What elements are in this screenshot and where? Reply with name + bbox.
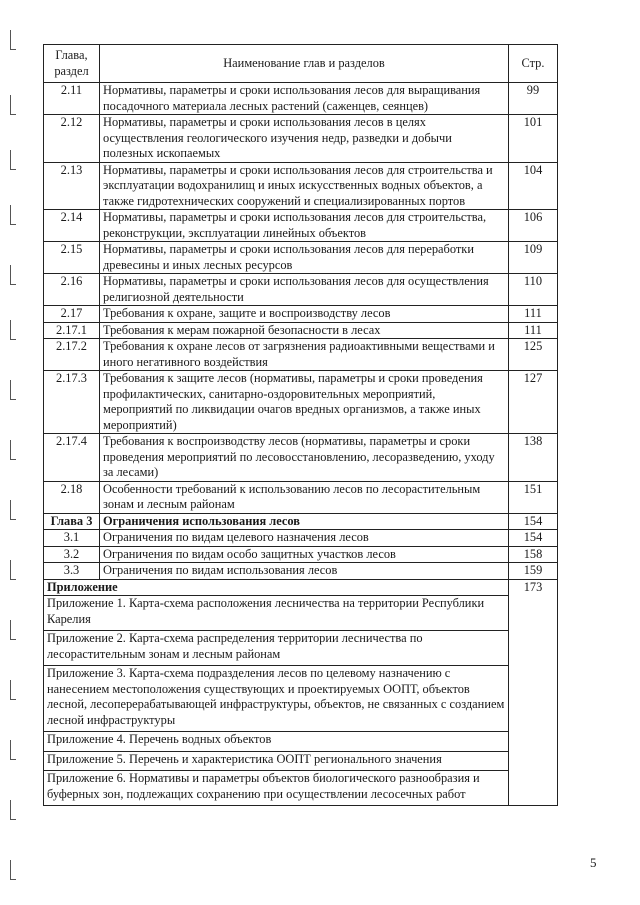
toc-row-number: 2.17.1 <box>44 322 100 339</box>
binding-tick <box>10 30 14 50</box>
binding-tick <box>10 150 14 170</box>
toc-row-page: 106 <box>509 210 558 242</box>
toc-row <box>44 242 558 274</box>
toc-row-number: 2.14 <box>44 210 100 242</box>
toc-row <box>44 546 558 563</box>
toc-row-number: 2.18 <box>44 481 100 513</box>
toc-row <box>44 115 558 163</box>
toc-row-title: Нормативы, параметры и сроки использования лесов в целях осуществления геологического изучения недр, разведки и добычи полезных ископаемых <box>100 115 509 163</box>
toc-row-page: 110 <box>509 274 558 306</box>
appendix-page: 173 <box>509 579 558 806</box>
binding-tick <box>10 740 14 760</box>
toc-row-title: Нормативы, параметры и сроки использования лесов для строительства, реконструкции, эксплуатации линейных объектов <box>100 210 509 242</box>
toc-row-page: 101 <box>509 115 558 163</box>
toc-row-page: 104 <box>509 162 558 210</box>
toc-row-title: Особенности требований к использованию лесов по лесорастительным зонам и лесным районам <box>100 481 509 513</box>
toc-row <box>44 274 558 306</box>
header-row <box>44 45 558 83</box>
appendix-item: Приложение 2. Карта-схема распределения территории лесничества по лесорастительным зонам и лесным районам <box>44 631 509 666</box>
binding-tick <box>10 680 14 700</box>
toc-row <box>44 322 558 339</box>
toc-row-page: 125 <box>509 339 558 371</box>
toc-row <box>44 339 558 371</box>
toc-row-number: 3.1 <box>44 530 100 547</box>
toc-row-page: 99 <box>509 83 558 115</box>
toc-row-title: Нормативы, параметры и сроки использования лесов для строительства и эксплуатации водохранилищ и иных искусственных водных объектов, а также гидротехнических сооружений и специализированных портов <box>100 162 509 210</box>
appendix-row <box>44 596 558 631</box>
toc-row-title: Ограничения по видам использования лесов <box>100 563 509 580</box>
toc-row-page: 154 <box>509 513 558 530</box>
toc-row-number: 2.12 <box>44 115 100 163</box>
toc-row-page: 111 <box>509 322 558 339</box>
toc-row-number: 2.17.2 <box>44 339 100 371</box>
appendix-row <box>44 666 558 732</box>
header-chapter: Глава, раздел <box>44 45 100 83</box>
binding-tick <box>10 860 14 880</box>
toc-row-page: 138 <box>509 434 558 482</box>
toc-row-number: 2.13 <box>44 162 100 210</box>
toc-row <box>44 162 558 210</box>
toc-row-title: Требования к охране лесов от загрязнения радиоактивными веществами и иного негативного воздействия <box>100 339 509 371</box>
toc-row-number: 2.17.4 <box>44 434 100 482</box>
toc-row-number: Глава 3 <box>44 513 100 530</box>
toc-row <box>44 371 558 434</box>
toc-row-page: 127 <box>509 371 558 434</box>
header-title: Наименование глав и разделов <box>100 45 509 83</box>
binding-tick <box>10 500 14 520</box>
toc-row <box>44 306 558 323</box>
toc-row-title: Нормативы, параметры и сроки использования лесов для выращивания посадочного материала лесных растений (саженцев, сеянцев) <box>100 83 509 115</box>
toc-row-title: Ограничения по видам целевого назначения лесов <box>100 530 509 547</box>
toc-row <box>44 513 558 530</box>
appendix-item: Приложение 4. Перечень водных объектов <box>44 732 509 752</box>
toc-row <box>44 481 558 513</box>
toc-row <box>44 434 558 482</box>
appendix-row <box>44 751 558 771</box>
toc-row-page: 158 <box>509 546 558 563</box>
toc-row-page: 151 <box>509 481 558 513</box>
toc-row-number: 2.11 <box>44 83 100 115</box>
toc-row <box>44 563 558 580</box>
toc-row-number: 2.17.3 <box>44 371 100 434</box>
toc-row-number: 3.2 <box>44 546 100 563</box>
toc-row-title: Требования к охране, защите и воспроизводству лесов <box>100 306 509 323</box>
toc-row-page: 109 <box>509 242 558 274</box>
toc-row-title: Ограничения использования лесов <box>100 513 509 530</box>
toc-body <box>44 83 558 806</box>
binding-tick <box>10 800 14 820</box>
appendix-row <box>44 771 558 806</box>
toc-row-number: 2.15 <box>44 242 100 274</box>
binding-tick <box>10 620 14 640</box>
toc-row-title: Требования к воспроизводству лесов (нормативы, параметры и сроки проведения мероприятий по лесовосстановлению, лесоразведению, уходу за лесами) <box>100 434 509 482</box>
toc-row-title: Требования к мерам пожарной безопасности в лесах <box>100 322 509 339</box>
toc-row-number: 3.3 <box>44 563 100 580</box>
binding-tick <box>10 380 14 400</box>
binding-tick <box>10 320 14 340</box>
binding-tick <box>10 205 14 225</box>
binding-tick <box>10 560 14 580</box>
binding-tick <box>10 95 14 115</box>
binding-margin <box>0 0 40 905</box>
appendix-item: Приложение 3. Карта-схема подразделения лесов по целевому назначению с нанесением местоположения существующих и проектируемых ООПТ, объектов лесной, лесоперерабатывающей инфраструктуры, объектов, не связанных с созданием лесной инфраструктуры <box>44 666 509 732</box>
toc-row-page: 111 <box>509 306 558 323</box>
header-page: Стр. <box>509 45 558 83</box>
toc-row-page: 154 <box>509 530 558 547</box>
page-number: 5 <box>590 855 597 870</box>
toc-row-title: Нормативы, параметры и сроки использования лесов для переработки древесины и иных лесных ресурсов <box>100 242 509 274</box>
appendix-header-row <box>44 579 558 596</box>
toc-row <box>44 210 558 242</box>
toc-row <box>44 83 558 115</box>
toc-row-number: 2.16 <box>44 274 100 306</box>
appendix-item: Приложение 6. Нормативы и параметры объектов биологического разнообразия и буферных зон, подлежащих сохранению при осуществлении лесосечных работ <box>44 771 509 806</box>
toc-row-title: Нормативы, параметры и сроки использования лесов для осуществления религиозной деятельности <box>100 274 509 306</box>
appendix-row <box>44 732 558 752</box>
binding-tick <box>10 265 14 285</box>
toc-row-number: 2.17 <box>44 306 100 323</box>
table-of-contents <box>43 44 558 806</box>
binding-tick <box>10 440 14 460</box>
toc-row <box>44 530 558 547</box>
appendix-item: Приложение 1. Карта-схема расположения лесничества на территории Республики Карелия <box>44 596 509 631</box>
appendix-label: Приложение <box>44 579 509 596</box>
appendix-item: Приложение 5. Перечень и характеристика ООПТ регионального значения <box>44 751 509 771</box>
toc-row-page: 159 <box>509 563 558 580</box>
appendix-row <box>44 631 558 666</box>
toc-row-title: Требования к защите лесов (нормативы, параметры и сроки проведения профилактических, санитарно-оздоровительных мероприятий, мероприятий по ликвидации очагов вредных организмов, а также иных мероприятий) <box>100 371 509 434</box>
toc-row-title: Ограничения по видам особо защитных участков лесов <box>100 546 509 563</box>
